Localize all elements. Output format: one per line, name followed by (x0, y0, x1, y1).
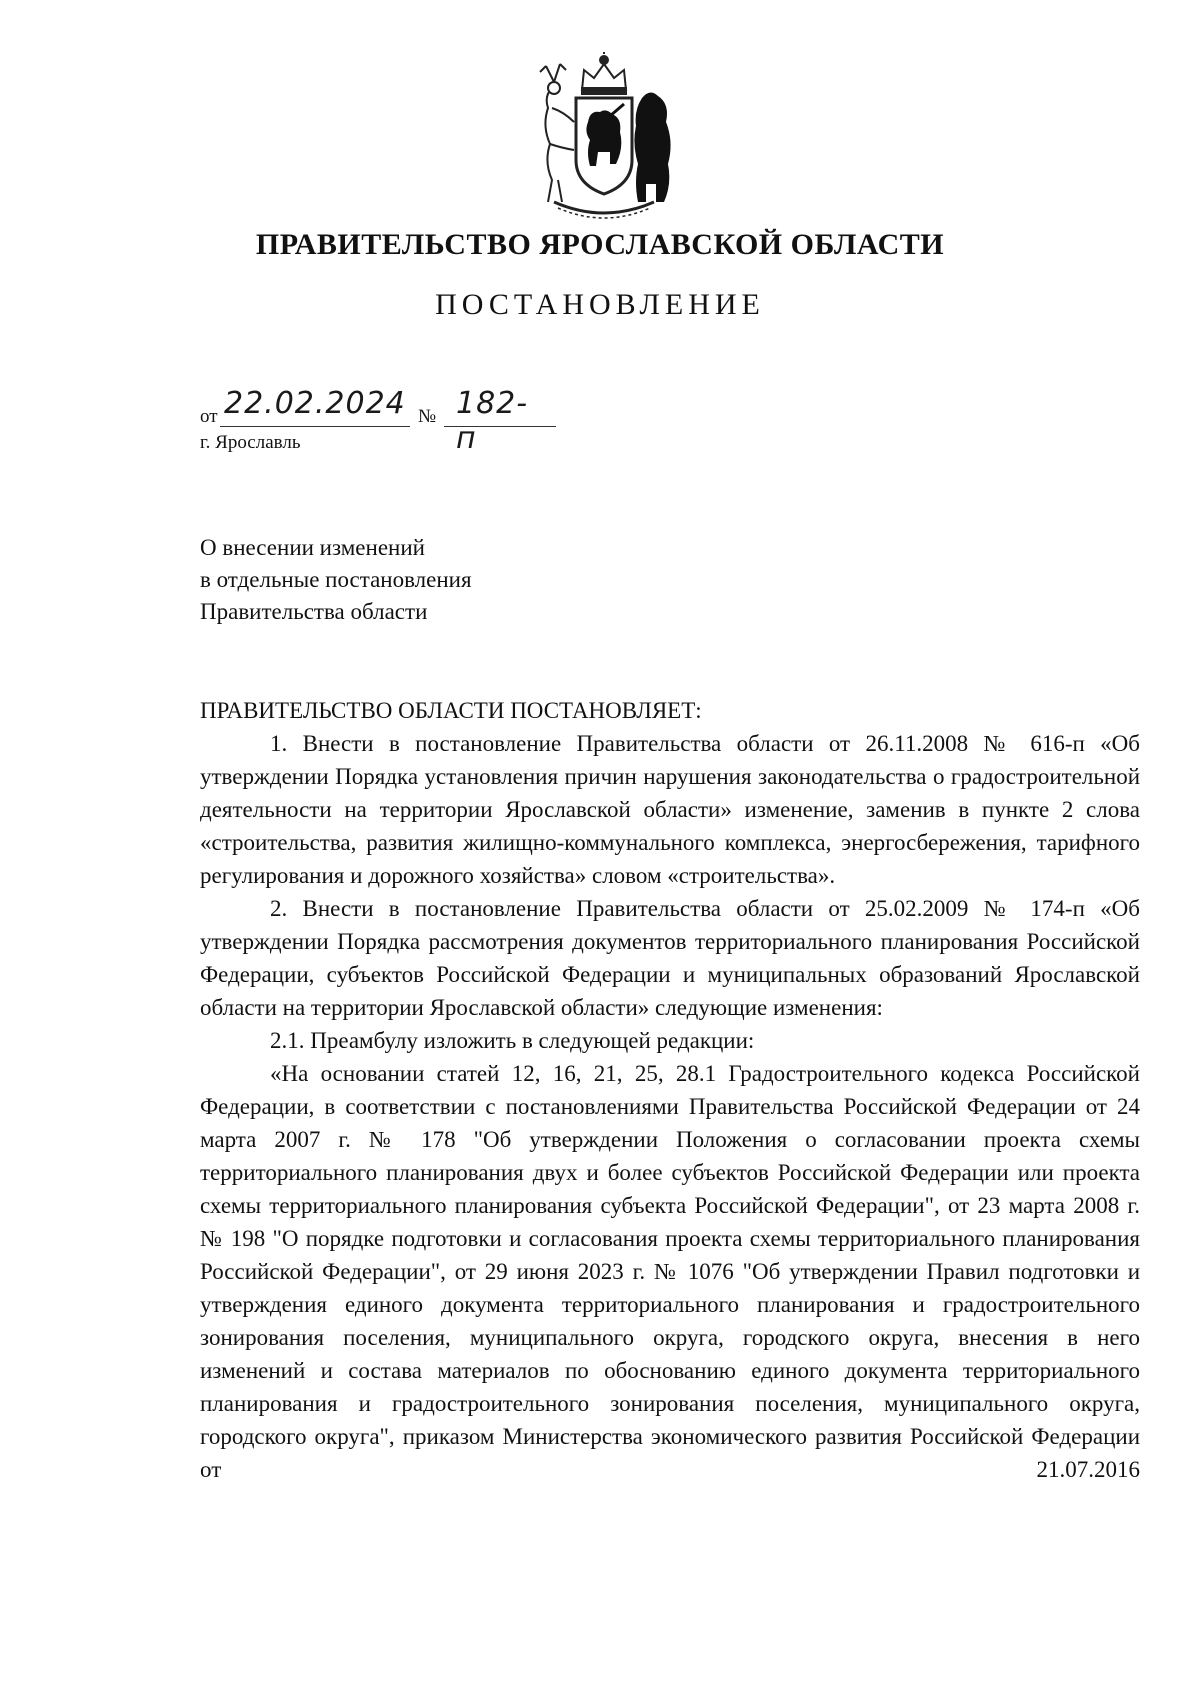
coat-of-arms-icon (524, 52, 684, 222)
government-title: ПРАВИТЕЛЬСТВО ЯРОСЛАВСКОЙ ОБЛАСТИ (255, 228, 945, 261)
subject-line: О внесении изменений (200, 535, 425, 560)
document-body (200, 694, 1140, 1486)
document-kind: ПОСТАНОВЛЕНИЕ (435, 288, 765, 321)
document-number: 182-п (456, 386, 529, 456)
resolution-lead: ПРАВИТЕЛЬСТВО ОБЛАСТИ ПОСТАНОВЛЯЕТ: (200, 698, 702, 723)
subject-line: Правительства области (200, 599, 428, 624)
paragraph-2-1: 2.1. Преамбулу изложить в следующей редакции: (270, 1028, 755, 1053)
date-underline (220, 426, 410, 427)
paragraph-2: 2. Внести в постановление Правительства области от 25.02.2009 № 174-п «Об утверждении Порядка рассмотрения документов территориального планирования Российской Федерации, субъектов Российской Федерации и муниципальных образований Ярославской области на территории Ярославской области» следующие изменения: (200, 896, 1140, 1020)
number-underline (444, 426, 556, 427)
paragraph-preamble: «На основании статей 12, 16, 21, 25, 28.1 Градостроительного кодекса Российской Федерации, в соответствии с постановлениями Правительства Российской Федерации от 24 марта 2007 г. № 178 "Об утверждении Положения о согласовании проекта схемы территориального планирования двух и более субъектов Российской Федерации или проекта схемы территориального планирования субъекта Российской Федерации", от 23 марта 2008 г. № 198 "О порядке подготовки и согласования проекта схемы территориального планирования Российской Федерации", от 29 июня 2023 г. № 1076 "Об утверждении Правил подготовки и утверждения единого документа территориального планирования и градостроительного зонирования поселения, муниципального округа, городского округа, внесения в него изменений и состава материалов по обоснованию единого документа территориального планирования и градостроительного зонирования поселения, муниципального округа, городского округа", приказом Министерства экономического развития Российской Федерации от 21.07.2016 (200, 1061, 1140, 1482)
date-prefix: от (200, 406, 218, 427)
subject-line: в отдельные постановления (200, 567, 472, 592)
number-sign: № (418, 406, 437, 427)
document-subject (200, 532, 472, 628)
document-date: 22.02.2024 (224, 386, 406, 421)
paragraph-1: 1. Внести в постановление Правительства области от 26.11.2008 № 616-п «Об утверждении Порядка установления причин нарушения законодательства о градостроительной деятельности на территории Ярославской области» изменение, заменив в пункте 2 слова «строительства, развития жилищно-коммунального комплекса, энергосбережения, тарифного регулирования и дорожного хозяйства» словом «строительства». (200, 731, 1140, 888)
document-city: г. Ярославль (200, 432, 301, 453)
